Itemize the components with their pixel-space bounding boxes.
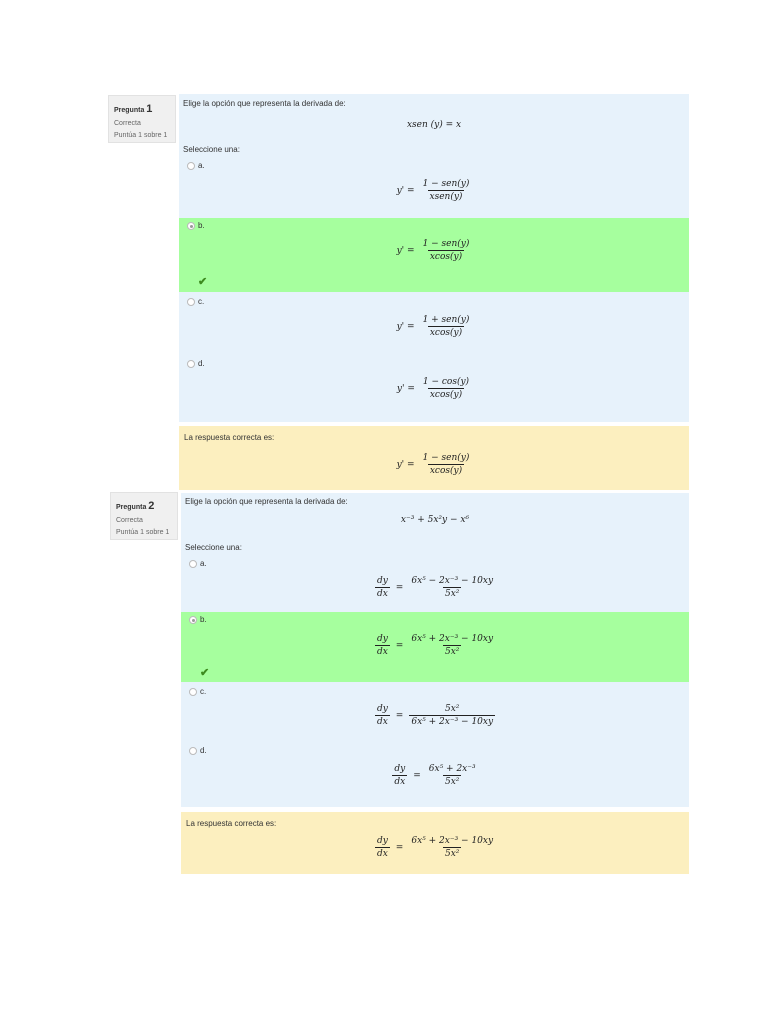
option-formula xyxy=(181,634,689,657)
formula-denominator: 5x² xyxy=(444,777,460,787)
formula-denominator: xcos(y) xyxy=(429,466,463,476)
formula-lhs: y' = xyxy=(396,383,415,394)
formula-numerator: 6x⁵ + 2x⁻³ − 10xy xyxy=(411,634,494,644)
formula-numerator: 1 − sen(y) xyxy=(422,453,470,463)
option-formula xyxy=(179,179,689,202)
correct-answer-formula xyxy=(179,453,689,476)
option-letter: a. xyxy=(198,161,205,170)
question-label: Pregunta xyxy=(116,504,147,511)
formula-lhs: y' = xyxy=(396,459,415,470)
option-formula xyxy=(181,704,689,727)
lhs-denominator: dx xyxy=(376,647,388,657)
lhs-numerator: dy xyxy=(376,704,388,714)
radio-icon[interactable] xyxy=(187,360,195,368)
radio-icon[interactable] xyxy=(187,162,195,170)
option-d[interactable] xyxy=(179,356,689,418)
formula-denominator: xsen(y) xyxy=(429,192,463,202)
option-b[interactable] xyxy=(179,218,689,292)
lhs-denominator: dx xyxy=(376,589,388,599)
question-number: 2 xyxy=(148,500,155,512)
question-status: Correcta xyxy=(114,120,141,128)
lhs-numerator: dy xyxy=(376,634,388,644)
radio-icon[interactable] xyxy=(187,222,195,230)
formula-lhs: y' = xyxy=(396,245,415,256)
option-b[interactable] xyxy=(181,612,689,682)
correct-answer-label: La respuesta correcta es: xyxy=(184,433,275,442)
formula-lhs: y' = xyxy=(396,321,415,332)
correct-answer-box xyxy=(181,812,689,874)
formula-numerator: 6x⁵ + 2x⁻³ − 10xy xyxy=(411,836,494,846)
checkmark-icon: ✔ xyxy=(198,276,208,288)
question-number: 1 xyxy=(146,103,153,115)
formula-denominator: xcos(y) xyxy=(429,252,463,262)
question-content xyxy=(179,94,689,422)
formula-denominator: xcos(y) xyxy=(429,390,463,400)
formula-numerator: 1 + sen(y) xyxy=(422,315,470,325)
option-c[interactable] xyxy=(179,294,689,354)
formula-numerator: 6x⁵ − 2x⁻³ − 10xy xyxy=(411,576,494,586)
equals-sign: = xyxy=(413,770,421,781)
radio-icon[interactable] xyxy=(189,560,197,568)
correct-answer-label: La respuesta correcta es: xyxy=(186,819,277,828)
question-expression: x⁻³ + 5x²y − x⁶ xyxy=(400,515,470,525)
lhs-numerator: dy xyxy=(376,576,388,586)
option-letter: d. xyxy=(200,746,207,755)
select-label: Seleccione una: xyxy=(185,543,242,552)
option-c[interactable] xyxy=(181,684,689,742)
formula-denominator: 5x² xyxy=(444,647,460,657)
radio-icon[interactable] xyxy=(189,747,197,755)
option-letter: b. xyxy=(198,221,205,230)
question-score: Puntúa 1 sobre 1 xyxy=(116,528,170,536)
correct-answer-formula xyxy=(181,836,689,859)
formula-denominator: xcos(y) xyxy=(429,328,463,338)
option-d[interactable] xyxy=(181,743,689,803)
question-prompt: Elige la opción que representa la derivada de: xyxy=(185,497,348,506)
checkmark-icon: ✔ xyxy=(200,667,210,679)
option-formula xyxy=(179,315,689,338)
lhs-numerator: dy xyxy=(376,836,388,846)
select-label: Seleccione una: xyxy=(183,145,240,154)
question-status: Correcta xyxy=(116,517,143,525)
question-info xyxy=(108,95,176,143)
option-formula xyxy=(181,764,689,787)
option-letter: d. xyxy=(198,359,205,368)
correct-answer-box xyxy=(179,426,689,490)
question-prompt: Elige la opción que representa la derivada de: xyxy=(183,99,346,108)
option-formula xyxy=(179,239,689,262)
option-formula xyxy=(179,377,689,400)
option-letter: b. xyxy=(200,615,207,624)
option-letter: c. xyxy=(198,297,205,306)
radio-icon[interactable] xyxy=(189,616,197,624)
radio-icon[interactable] xyxy=(189,688,197,696)
formula-denominator: 6x⁵ + 2x⁻³ − 10xy xyxy=(411,717,494,727)
option-formula xyxy=(181,576,689,599)
formula-denominator: 5x² xyxy=(444,849,460,859)
formula-numerator: 1 − sen(y) xyxy=(422,179,470,189)
option-a[interactable] xyxy=(181,556,689,612)
lhs-denominator: dx xyxy=(376,849,388,859)
formula-numerator: 1 − cos(y) xyxy=(422,377,470,387)
question-content xyxy=(181,493,689,807)
equals-sign: = xyxy=(395,710,404,721)
equals-sign: = xyxy=(395,842,404,853)
question-score: Puntúa 1 sobre 1 xyxy=(114,131,168,139)
option-letter: c. xyxy=(200,687,207,696)
formula-numerator: 1 − sen(y) xyxy=(422,239,470,249)
formula-numerator: 6x⁵ + 2x⁻³ xyxy=(428,764,476,774)
option-letter: a. xyxy=(200,559,207,568)
question-info xyxy=(110,492,178,540)
question-expression: xsen (y) = x xyxy=(406,120,462,130)
equals-sign: = xyxy=(395,640,404,651)
question-label: Pregunta xyxy=(114,107,145,114)
option-a[interactable] xyxy=(179,158,689,216)
formula-denominator: 5x² xyxy=(444,589,460,599)
formula-numerator: 5x² xyxy=(444,704,460,714)
formula-lhs: y' = xyxy=(396,185,415,196)
lhs-numerator: dy xyxy=(394,764,406,774)
equals-sign: = xyxy=(395,582,404,593)
lhs-denominator: dx xyxy=(376,717,388,727)
radio-icon[interactable] xyxy=(187,298,195,306)
lhs-denominator: dx xyxy=(394,777,406,787)
